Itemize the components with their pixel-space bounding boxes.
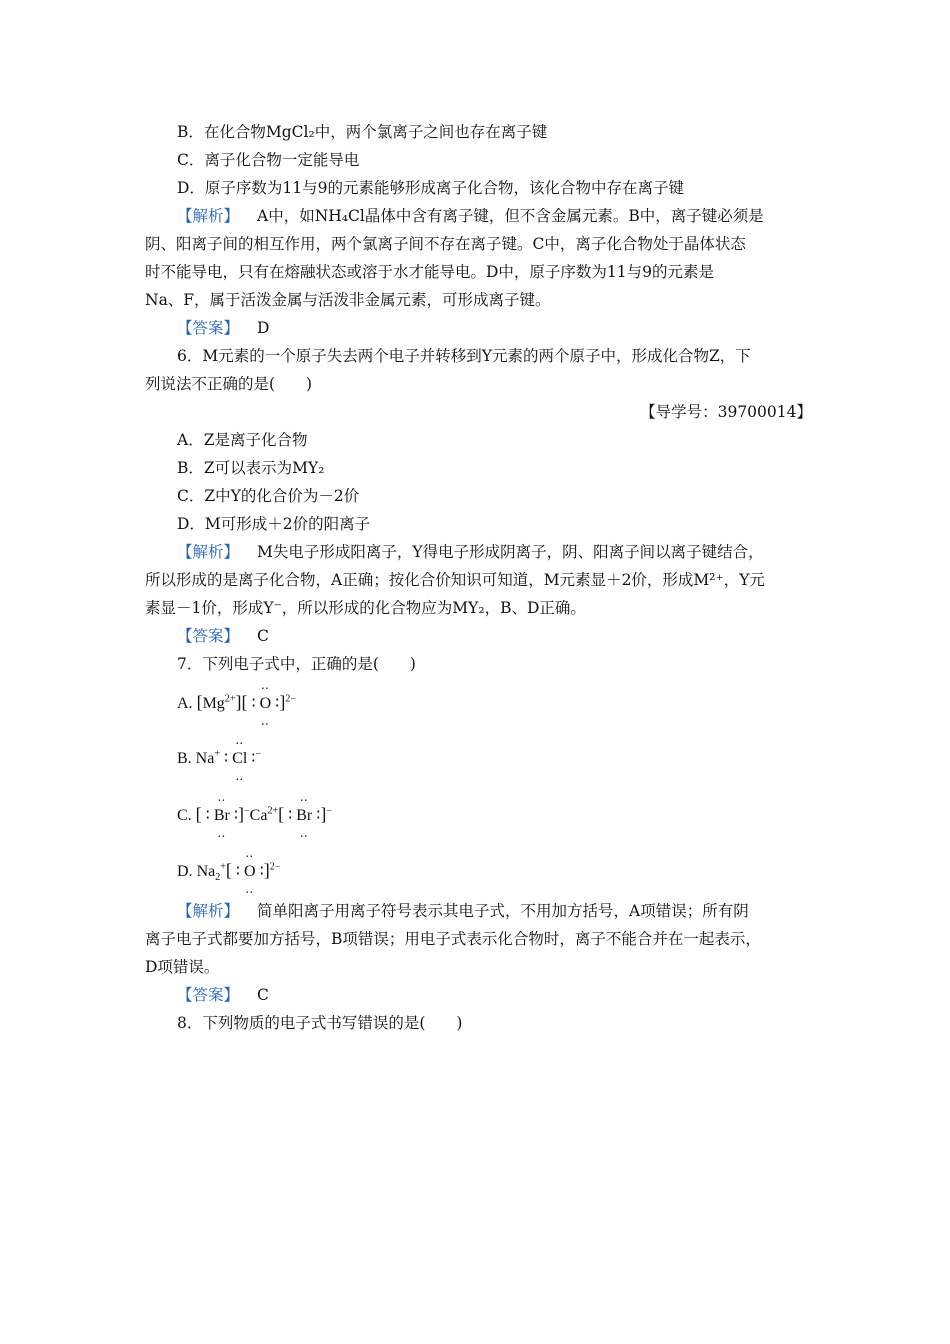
bracket: [ (278, 804, 285, 824)
analysis-text: 简单阳离子用离子符号表示其电子式，不用加方括号，A项错误；所有阴 (257, 902, 749, 920)
anion-symbol-with-dots (213, 790, 230, 840)
cation-subscript: 2 (215, 872, 221, 884)
bracket: ] (279, 692, 286, 712)
electron-pair-top: ‥ (299, 790, 309, 804)
bracket: ] (263, 860, 270, 880)
analysis-tag: 【解析】 (177, 207, 240, 225)
q6-analysis-line-2: 所以形成的是离子化合物，A正确；按化合价知识可知道，M元素显＋2价，形成M²⁺，Y元 (145, 571, 765, 589)
electron-pair-left: ∶ (251, 695, 256, 712)
electron-pair-top: ‥ (217, 790, 227, 804)
electron-pair-bottom: ‥ (217, 826, 227, 840)
q6-analysis-line-3: 素显－1价，形成Y⁻，所以形成的化合物应为MY₂，B、D正确。 (145, 599, 586, 617)
q6-stem-line-1: 6．M元素的一个原子失去两个电子并转移到Y元素的两个原子中，形成化合物Z，下 (177, 347, 751, 365)
cation-charge: + (214, 748, 220, 760)
anion-symbol-with-dots (244, 846, 256, 896)
option-label: D. (177, 863, 193, 880)
answer-tag: 【答案】 (177, 627, 240, 645)
anion-symbol: O (259, 695, 272, 712)
electron-pair-right: ∶ (251, 750, 256, 767)
cation-symbol: Na (195, 750, 215, 767)
electron-pair-bottom: ‥ (299, 826, 309, 840)
anion-charge: − (244, 805, 250, 817)
q5-option-c: C．离子化合物一定能导电 (177, 151, 360, 169)
anion-charge: 2− (285, 693, 296, 705)
answer-tag: 【答案】 (177, 986, 240, 1004)
bracket: ] (235, 692, 242, 712)
anion-symbol-with-dots (259, 678, 272, 728)
bracket: [ (225, 860, 232, 880)
electron-pair-bottom: ‥ (235, 769, 245, 783)
electron-pair-right: ∶ (233, 807, 239, 824)
cation-symbol: Ca (249, 807, 268, 824)
q7-analysis-line-3: D项错误。 (145, 958, 220, 976)
cation-charge: 2+ (267, 805, 279, 817)
anion-charge: − (326, 805, 333, 817)
cation-symbol: Mg (202, 695, 225, 712)
bracket: [ (241, 692, 248, 712)
cation-symbol: Na (196, 863, 216, 880)
q7-option-c (177, 790, 333, 840)
electron-pair-bottom: ‥ (260, 714, 270, 728)
q5-analysis-line-1 (177, 205, 764, 227)
bracket: [ (195, 804, 202, 824)
q7-answer (177, 984, 269, 1006)
q7-option-a (177, 678, 296, 728)
q7-analysis-line-2: 离子电子式都要加方括号，B项错误；用电子式表示化合物时，离子不能合并在一起表示， (145, 930, 761, 948)
q6-analysis-line-1 (177, 541, 764, 563)
option-label: C. (177, 807, 192, 824)
electron-pair-left: ∶ (235, 863, 241, 880)
cation-charge: 2+ (224, 693, 236, 705)
q6-option-b: B．Z可以表示为MY₂ (177, 459, 325, 477)
analysis-text: M失电子形成阳离子，Y得电子形成阴离子，阴、阳离子间以离子键结合， (257, 543, 764, 561)
q5-analysis-line-2: 阴、阳离子间的相互作用，两个氯离子间不存在离子键。C中，离子化合物处于晶体状态 (145, 235, 746, 253)
q6-answer (177, 625, 269, 647)
electron-pair-top: ‥ (245, 846, 255, 860)
electron-pair-right: ∶ (316, 807, 321, 824)
q6-guide-number: 【导学号：39700014】 (640, 403, 812, 421)
electron-pair-right: ∶ (259, 863, 264, 880)
answer-tag: 【答案】 (177, 319, 240, 337)
option-label: B. (177, 750, 192, 767)
q7-stem: 7．下列电子式中，正确的是( ) (177, 655, 416, 673)
anion-symbol-with-dots (232, 733, 248, 783)
electron-pair-left: ∶ (223, 750, 229, 767)
q5-analysis-line-4: Na、F，属于活泼金属与活泼非金属元素，可形成离子键。 (145, 291, 551, 309)
bracket: ] (320, 804, 327, 824)
bracket: [ (196, 692, 203, 712)
q7-analysis-line-1 (177, 900, 749, 922)
answer-value: C (257, 627, 269, 645)
anion-symbol: Cl (232, 750, 248, 767)
analysis-tag: 【解析】 (177, 902, 240, 920)
q8-stem: 8．下列物质的电子式书写错误的是( ) (177, 1014, 463, 1032)
anion-charge: 2− (269, 861, 281, 873)
answer-value: C (257, 986, 269, 1004)
option-label: A. (177, 695, 193, 712)
answer-value: D (257, 319, 270, 337)
anion-symbol: Br (213, 807, 230, 824)
q6-option-d: D．M可形成＋2价的阳离子 (177, 515, 371, 533)
q5-analysis-line-3: 时不能导电，只有在熔融状态或溶于水才能导电。D中，原子序数为11与9的元素是 (145, 263, 715, 281)
q5-option-b: B．在化合物MgCl₂中，两个氯离子之间也存在离子键 (177, 123, 548, 141)
electron-pair-bottom: ‥ (245, 882, 255, 896)
q5-option-d: D．原子序数为11与9的元素能够形成离子化合物，该化合物中存在离子键 (177, 179, 685, 197)
bracket: ] (238, 804, 245, 824)
analysis-tag: 【解析】 (177, 543, 240, 561)
anion-symbol-with-dots (296, 790, 313, 840)
q5-answer (177, 317, 269, 339)
electron-pair-left: ∶ (205, 807, 210, 824)
q6-option-a: A．Z是离子化合物 (177, 431, 308, 449)
q6-stem-line-2: 列说法不正确的是( ) (145, 375, 313, 393)
analysis-text: A中，如NH₄Cl晶体中含有离子键，但不含金属元素。B中，离子键必须是 (257, 207, 764, 225)
electron-pair-left: ∶ (288, 807, 293, 824)
electron-pair-top: ‥ (260, 678, 270, 692)
cation-charge: + (220, 861, 226, 873)
anion-charge: − (255, 748, 262, 760)
q6-option-c: C．Z中Y的化合价为－2价 (177, 487, 360, 505)
electron-pair-right: ∶ (275, 695, 280, 712)
electron-pair-top: ‥ (235, 733, 245, 747)
q7-option-b (177, 733, 262, 783)
anion-symbol: O (244, 863, 256, 880)
q7-option-d (177, 846, 281, 896)
anion-symbol: Br (296, 807, 313, 824)
